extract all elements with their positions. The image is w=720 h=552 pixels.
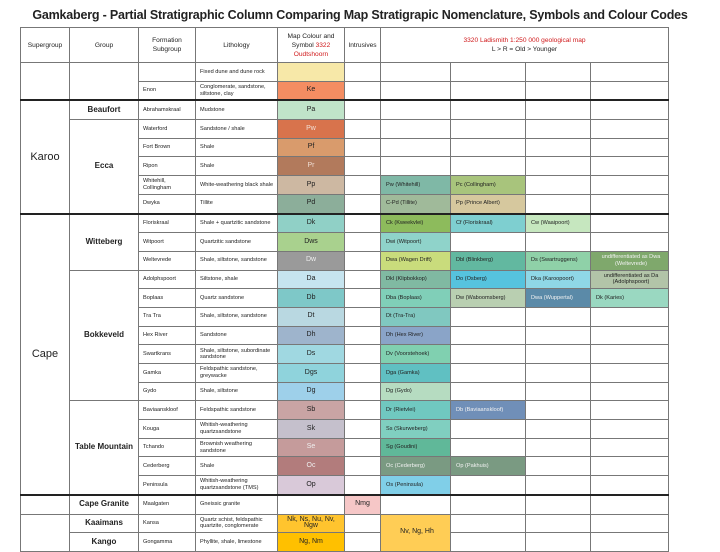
ladismith-empty-cell	[591, 307, 669, 326]
ladismith-empty-cell	[526, 495, 591, 514]
group-cell: Bokkeveld	[70, 270, 139, 401]
map-symbol-cell: Dh	[278, 326, 345, 345]
table-row	[21, 495, 669, 514]
supergroup-cell: Cape	[21, 214, 70, 495]
ladismith-unit-cell: Ss (Skurweberg)	[381, 420, 451, 439]
formation-cell: Floriskraal	[139, 214, 196, 233]
map-symbol-cell: Ke	[278, 81, 345, 100]
ladismith-unit-cell: Dwi (Witpoort)	[381, 233, 451, 252]
table-row	[21, 514, 669, 533]
formation-cell	[139, 63, 196, 82]
map-symbol-cell: Pr	[278, 157, 345, 176]
map-symbol-cell: Pd	[278, 194, 345, 213]
ladismith-empty-cell	[526, 401, 591, 420]
lithology-cell: Shale	[196, 138, 278, 157]
supergroup-cell	[21, 514, 70, 551]
formation-cell: Tchando	[139, 438, 196, 457]
ladismith-empty-cell	[451, 326, 526, 345]
intrusive-cell	[345, 289, 381, 308]
ladismith-unit-cell: Ck (Kweekvlei)	[381, 214, 451, 233]
intrusive-cell	[345, 326, 381, 345]
map-symbol-cell: Pf	[278, 138, 345, 157]
ladismith-unit-cell: Dbl (Blinkberg)	[451, 251, 526, 270]
lithology-cell: Quartz sandstone	[196, 289, 278, 308]
intrusive-cell	[345, 514, 381, 533]
map-symbol-cell: Dk	[278, 214, 345, 233]
map-symbol-cell: Sb	[278, 401, 345, 420]
group-cell: Witteberg	[70, 214, 139, 271]
ladismith-unit-cell: Dba (Boplaas)	[381, 289, 451, 308]
ladismith-empty-cell	[451, 438, 526, 457]
lithology-cell: Whitish-weathering quartzsandstone (TMS)	[196, 476, 278, 495]
group-cell: Kango	[70, 533, 139, 552]
header-map-colour: Map Colour and Symbol 3322 Oudtshoorn	[278, 28, 345, 63]
lithology-cell: Tillite	[196, 194, 278, 213]
ladismith-empty-cell	[591, 120, 669, 139]
table-row	[21, 120, 669, 139]
ladismith-unit-cell: Dv (Voorstehoek)	[381, 345, 451, 364]
ladismith-unit-cell: Db (Baviaanskloof)	[451, 401, 526, 420]
ladismith-empty-cell	[526, 514, 591, 533]
table-row	[21, 214, 669, 233]
ladismith-empty-cell	[381, 495, 451, 514]
ladismith-unit-cell: Ds (Swartruggens)	[526, 251, 591, 270]
intrusive-cell	[345, 307, 381, 326]
map-symbol-cell: Op	[278, 476, 345, 495]
ladismith-unit-cell: Dka (Karoopoort)	[526, 270, 591, 289]
header-intrusives: Intrusives	[345, 28, 381, 63]
ladismith-empty-cell	[451, 100, 526, 119]
formation-cell: Hex River	[139, 326, 196, 345]
ladismith-unit-cell: Do (Osberg)	[451, 270, 526, 289]
formation-cell: Peninsula	[139, 476, 196, 495]
ladismith-unit-cell: undifferentiated as Da (Adolphspoort)	[591, 270, 669, 289]
ladismith-empty-cell	[591, 138, 669, 157]
map-symbol-cell: Sk	[278, 420, 345, 439]
formation-cell: Gamka	[139, 364, 196, 383]
ladismith-empty-cell	[591, 63, 669, 82]
ladismith-empty-cell	[526, 233, 591, 252]
ladismith-empty-cell	[526, 138, 591, 157]
supergroup-cell: Karoo	[21, 100, 70, 213]
ladismith-empty-cell	[591, 214, 669, 233]
intrusive-cell	[345, 214, 381, 233]
supergroup-cell	[21, 63, 70, 101]
lithology-cell: Sandstone	[196, 326, 278, 345]
formation-cell: Whitehill, Collingham	[139, 176, 196, 195]
table-row	[21, 401, 669, 420]
ladismith-unit-cell: Dg (Gydo)	[381, 382, 451, 401]
ladismith-empty-cell	[451, 63, 526, 82]
table-body	[21, 63, 669, 552]
ladismith-empty-cell	[591, 176, 669, 195]
intrusive-cell	[345, 457, 381, 476]
intrusive-cell	[345, 138, 381, 157]
intrusive-cell	[345, 81, 381, 100]
formation-cell: Adolphspoort	[139, 270, 196, 289]
lithology-cell: Gneissic granite	[196, 495, 278, 514]
lithology-cell: Shale, siltstone, sandstone	[196, 307, 278, 326]
map-symbol-cell: Dt	[278, 307, 345, 326]
formation-cell: Boplaas	[139, 289, 196, 308]
ladismith-empty-cell	[451, 345, 526, 364]
lithology-cell: Fixed dune and dune rock	[196, 63, 278, 82]
map-symbol-cell: Ds	[278, 345, 345, 364]
intrusive-cell	[345, 176, 381, 195]
ladismith-empty-cell	[451, 514, 526, 533]
lithology-cell: Shale	[196, 457, 278, 476]
ladismith-empty-cell	[526, 420, 591, 439]
lithology-cell: Conglomerate, sandstone, siltstone, clay	[196, 81, 278, 100]
formation-cell: Cederberg	[139, 457, 196, 476]
lithology-cell: Shale, siltstone	[196, 382, 278, 401]
ladismith-empty-cell	[591, 457, 669, 476]
formation-cell: Ripon	[139, 157, 196, 176]
ladismith-empty-cell	[591, 157, 669, 176]
header-group: Group	[70, 28, 139, 63]
ladismith-empty-cell	[451, 495, 526, 514]
ladismith-empty-cell	[526, 364, 591, 383]
map-symbol-cell: Pp	[278, 176, 345, 195]
ladismith-empty-cell	[526, 81, 591, 100]
intrusive-cell	[345, 63, 381, 82]
lithology-cell: Siltstone, shale	[196, 270, 278, 289]
table-row	[21, 533, 669, 552]
ladismith-empty-cell	[381, 120, 451, 139]
lithology-cell: Shale, siltstone, subordinate sandstone	[196, 345, 278, 364]
intrusive-cell: Nmg	[345, 495, 381, 514]
intrusive-cell	[345, 345, 381, 364]
ladismith-empty-cell	[451, 120, 526, 139]
intrusive-cell	[345, 364, 381, 383]
ladismith-unit-cell: Pw (Whitehill)	[381, 176, 451, 195]
ladismith-empty-cell	[526, 157, 591, 176]
intrusive-cell	[345, 100, 381, 119]
lithology-cell: Mudstone	[196, 100, 278, 119]
ladismith-empty-cell	[526, 476, 591, 495]
formation-cell: Maalgaten	[139, 495, 196, 514]
ladismith-empty-cell	[591, 326, 669, 345]
ladismith-empty-cell	[591, 345, 669, 364]
map-symbol-cell: Da	[278, 270, 345, 289]
ladismith-empty-cell	[381, 100, 451, 119]
lithology-cell: Feldspathic sandstone	[196, 401, 278, 420]
header-supergroup: Supergroup	[21, 28, 70, 63]
map-symbol-cell: Dw	[278, 251, 345, 270]
formation-cell: Enon	[139, 81, 196, 100]
lithology-cell: Brownish weathering sandstone	[196, 438, 278, 457]
ladismith-empty-cell	[526, 176, 591, 195]
ladismith-empty-cell	[451, 364, 526, 383]
header-formation: Formation Subgroup	[139, 28, 196, 63]
formation-cell: Baviaanskloof	[139, 401, 196, 420]
ladismith-empty-cell	[591, 438, 669, 457]
ladismith-unit-cell: Oc (Cederberg)	[381, 457, 451, 476]
ladismith-empty-cell	[591, 495, 669, 514]
map-symbol-cell: Ng, Nm	[278, 533, 345, 552]
ladismith-empty-cell	[591, 194, 669, 213]
ladismith-empty-cell	[381, 63, 451, 82]
ladismith-unit-cell: Dw (Waboomsberg)	[451, 289, 526, 308]
map-symbol-cell: Oc	[278, 457, 345, 476]
table-row	[21, 270, 669, 289]
lithology-cell: White-weathering black shale	[196, 176, 278, 195]
lithology-cell: Sandstone / shale	[196, 120, 278, 139]
intrusive-cell	[345, 251, 381, 270]
intrusive-cell	[345, 157, 381, 176]
intrusive-cell	[345, 438, 381, 457]
ladismith-empty-cell	[591, 420, 669, 439]
lithology-cell: Shale, siltstone, sandstone	[196, 251, 278, 270]
ladismith-empty-cell	[451, 533, 526, 552]
map-symbol-cell	[278, 495, 345, 514]
ladismith-empty-cell	[381, 138, 451, 157]
ladismith-empty-cell	[526, 533, 591, 552]
group-cell: Ecca	[70, 120, 139, 214]
map-symbol-cell	[278, 63, 345, 82]
map-symbol-cell: Pa	[278, 100, 345, 119]
ladismith-unit-cell: C-Pd (Tillite)	[381, 194, 451, 213]
ladismith-unit-cell: Nv, Ng, Hh	[381, 514, 451, 551]
intrusive-cell	[345, 382, 381, 401]
ladismith-empty-cell	[381, 81, 451, 100]
ladismith-unit-cell: Cw (Waaipoort)	[526, 214, 591, 233]
formation-cell: Kansa	[139, 514, 196, 533]
ladismith-empty-cell	[451, 233, 526, 252]
intrusive-cell	[345, 120, 381, 139]
lithology-cell: Phyllite, shale, limestone	[196, 533, 278, 552]
formation-cell: Gongamma	[139, 533, 196, 552]
ladismith-empty-cell	[591, 233, 669, 252]
ladismith-unit-cell: Dwa (Wagen Drift)	[381, 251, 451, 270]
map-symbol-cell: Dws	[278, 233, 345, 252]
ladismith-unit-cell: Dr (Rietvlei)	[381, 401, 451, 420]
ladismith-empty-cell	[591, 100, 669, 119]
map-symbol-cell: Db	[278, 289, 345, 308]
page-title: Gamkaberg - Partial Stratigraphic Column Comparing Map Stratigrapic Nomenclature, Symbols and Colour Codes	[32, 8, 688, 22]
intrusive-cell	[345, 270, 381, 289]
formation-cell: Kouga	[139, 420, 196, 439]
supergroup-cell	[21, 495, 70, 514]
ladismith-empty-cell	[526, 307, 591, 326]
map-symbol-cell: Pw	[278, 120, 345, 139]
ladismith-empty-cell	[381, 157, 451, 176]
map-symbol-cell: Se	[278, 438, 345, 457]
lithology-cell: Feldspathic sandstone, greywacke	[196, 364, 278, 383]
formation-cell: Swartkrans	[139, 345, 196, 364]
ladismith-unit-cell: Cf (Floriskraal)	[451, 214, 526, 233]
ladismith-empty-cell	[591, 533, 669, 552]
ladismith-unit-cell: Op (Pakhuis)	[451, 457, 526, 476]
ladismith-empty-cell	[451, 382, 526, 401]
ladismith-unit-cell: Dh (Hex River)	[381, 326, 451, 345]
formation-cell: Weltevrede	[139, 251, 196, 270]
formation-cell: Gydo	[139, 382, 196, 401]
formation-cell: Abrahamskraal	[139, 100, 196, 119]
formation-cell: Dwyka	[139, 194, 196, 213]
ladismith-empty-cell	[526, 438, 591, 457]
ladismith-unit-cell: Dga (Gamka)	[381, 364, 451, 383]
ladismith-empty-cell	[526, 120, 591, 139]
ladismith-empty-cell	[451, 138, 526, 157]
ladismith-empty-cell	[591, 401, 669, 420]
formation-cell: Witpoort	[139, 233, 196, 252]
ladismith-empty-cell	[591, 514, 669, 533]
header-lithology: Lithology	[196, 28, 278, 63]
ladismith-unit-cell: Dkl (Klipbokkop)	[381, 270, 451, 289]
intrusive-cell	[345, 476, 381, 495]
ladismith-empty-cell	[591, 364, 669, 383]
group-cell: Cape Granite	[70, 495, 139, 514]
ladismith-empty-cell	[526, 63, 591, 82]
ladismith-empty-cell	[526, 100, 591, 119]
ladismith-empty-cell	[591, 81, 669, 100]
ladismith-empty-cell	[451, 157, 526, 176]
ladismith-unit-cell: Pc (Collingham)	[451, 176, 526, 195]
ladismith-empty-cell	[451, 81, 526, 100]
group-cell	[70, 63, 139, 101]
group-cell: Table Mountain	[70, 401, 139, 495]
ladismith-empty-cell	[591, 476, 669, 495]
intrusive-cell	[345, 233, 381, 252]
ladismith-unit-cell: Dt (Tra-Tra)	[381, 307, 451, 326]
ladismith-empty-cell	[526, 326, 591, 345]
ladismith-empty-cell	[591, 382, 669, 401]
map-symbol-cell: Nk, Ns, Nu, Nv, Ngw	[278, 514, 345, 533]
formation-cell: Fort Brown	[139, 138, 196, 157]
group-cell: Beaufort	[70, 100, 139, 119]
ladismith-empty-cell	[526, 345, 591, 364]
ladismith-unit-cell: undifferentiated as Dwa (Weltevrede)	[591, 251, 669, 270]
map-symbol-cell: Dg	[278, 382, 345, 401]
header-ladismith: 3320 Ladismith 1:250 000 geological map L > R = Old > Younger	[381, 28, 669, 63]
formation-cell: Waterford	[139, 120, 196, 139]
lithology-cell: Shale + quartzitic sandstone	[196, 214, 278, 233]
ladismith-empty-cell	[526, 457, 591, 476]
ladismith-empty-cell	[451, 307, 526, 326]
ladismith-empty-cell	[526, 382, 591, 401]
ladismith-empty-cell	[451, 420, 526, 439]
intrusive-cell	[345, 420, 381, 439]
lithology-cell: Shale	[196, 157, 278, 176]
intrusive-cell	[345, 194, 381, 213]
table-row	[21, 63, 669, 82]
ladismith-unit-cell: Os (Peninsula)	[381, 476, 451, 495]
intrusive-cell	[345, 401, 381, 420]
ladismith-empty-cell	[526, 194, 591, 213]
ladismith-unit-cell: Sg (Goudini)	[381, 438, 451, 457]
ladismith-empty-cell	[451, 476, 526, 495]
ladismith-unit-cell: Dwa (Wuppertal)	[526, 289, 591, 308]
map-symbol-cell: Dgs	[278, 364, 345, 383]
ladismith-unit-cell: Dk (Karies)	[591, 289, 669, 308]
ladismith-unit-cell: Pp (Prince Albert)	[451, 194, 526, 213]
lithology-cell: Whitish-weathering quartzsandstone	[196, 420, 278, 439]
table-row	[21, 100, 669, 119]
formation-cell: Tra Tra	[139, 307, 196, 326]
group-cell: Kaaimans	[70, 514, 139, 533]
header-row	[21, 28, 669, 63]
intrusive-cell	[345, 533, 381, 552]
lithology-cell: Quartz schist, feldspathic quartzite, conglomerate	[196, 514, 278, 533]
stratigraphic-table	[20, 27, 669, 552]
lithology-cell: Quartzitic sandstone	[196, 233, 278, 252]
